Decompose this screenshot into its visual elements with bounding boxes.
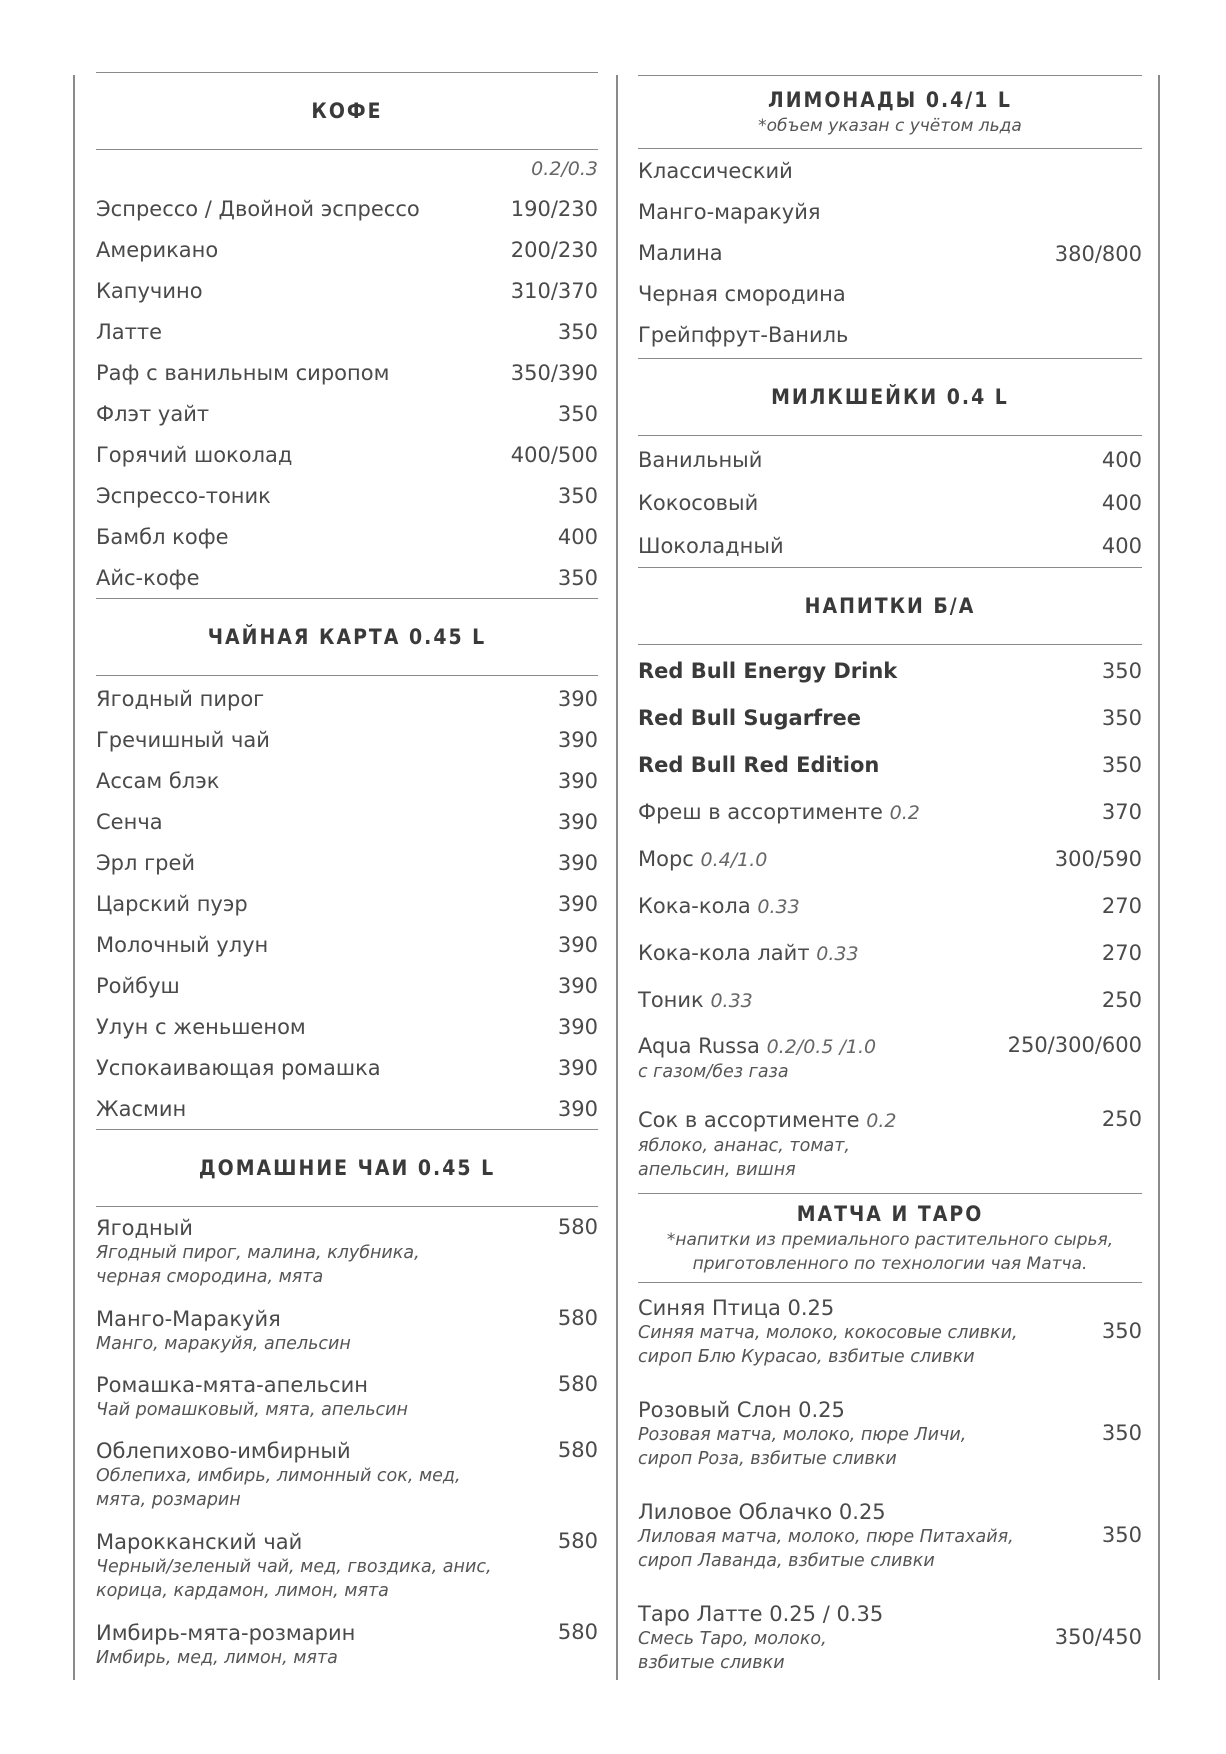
item-price: 390 (557, 727, 598, 752)
item-name: Ягодный (96, 1216, 193, 1240)
item-description: сироп Роза, взбитые сливки (638, 1449, 897, 1469)
menu-item (638, 524, 1142, 567)
item-name: Классический (638, 159, 793, 183)
item-price: 580 (557, 1306, 598, 1330)
menu-item (96, 1215, 598, 1306)
item-price: 390 (557, 850, 598, 875)
menu-item (96, 229, 598, 270)
item-volume: 0.33 (757, 895, 800, 918)
item-price: 350 (1101, 1523, 1142, 1547)
item-price: 270 (1101, 940, 1142, 965)
item-price: 350 (1101, 1421, 1142, 1445)
section-title: КОФЕ (311, 99, 383, 123)
menu-item (96, 516, 598, 557)
item-price: 250/300/600 (1007, 1033, 1142, 1057)
item-price: 190/230 (510, 196, 598, 221)
item-text (96, 1529, 492, 1603)
item-description: корица, кардамон, лимон, мята (96, 1581, 389, 1601)
item-name: Кокосовый (638, 490, 759, 515)
item-name: Улун с женьшеном (96, 1014, 306, 1039)
item-name: Черная смородина (638, 282, 846, 306)
item-name: Манго-Маракуйя (96, 1307, 281, 1331)
item-name-text: Тоник (638, 987, 704, 1012)
item-description: Лиловая матча, молоко, пюре Питахайя, (638, 1527, 1014, 1547)
item-description: сироп Блю Курасао, взбитые сливки (638, 1347, 975, 1367)
item-description: с газом/без газа (638, 1062, 789, 1082)
item-price: 400 (1101, 490, 1142, 515)
menu-item (96, 760, 598, 801)
menu-item (638, 788, 1142, 835)
item-name: Сенча (96, 809, 163, 834)
item-name: Американо (96, 237, 219, 262)
section-title: МАТЧА И ТАРО (796, 1202, 984, 1226)
soft-drinks-list (638, 645, 1142, 1193)
menu-item (96, 1529, 598, 1620)
item-price: 250 (1101, 987, 1142, 1012)
item-price: 350 (1101, 1319, 1142, 1343)
item-name (638, 1033, 876, 1060)
item-name: Таро Латте 0.25 / 0.35 (638, 1602, 884, 1626)
menu-item (638, 1295, 1142, 1397)
item-price: 350 (557, 319, 598, 344)
item-price: 350 (1101, 705, 1142, 730)
item-text (96, 1372, 408, 1422)
menu-item (96, 965, 598, 1006)
item-price: 270 (1101, 893, 1142, 918)
item-description: взбитые сливки (638, 1653, 785, 1673)
item-name: Имбирь-мята-розмарин (96, 1621, 356, 1645)
item-name: Red Bull Sugarfree (638, 705, 862, 730)
item-price: 350 (1101, 752, 1142, 777)
menu-item (638, 1093, 1142, 1193)
section-note: *напитки из премиального растительного сырья, (666, 1230, 1114, 1250)
menu-item (638, 976, 1142, 1023)
item-volume: 0.2 (889, 801, 920, 824)
item-price: 390 (557, 1055, 598, 1080)
section-title: ЧАЙНАЯ КАРТА 0.45 L (207, 625, 487, 649)
item-price: 580 (557, 1215, 598, 1239)
item-price: 390 (557, 809, 598, 834)
item-name: Эспрессо / Двойной эспрессо (96, 196, 420, 221)
item-name: Red Bull Energy Drink (638, 658, 898, 683)
item-price: 250 (1101, 1107, 1142, 1131)
menu-item (96, 801, 598, 842)
item-description: Ягодный пирог, малина, клубника, (96, 1243, 420, 1263)
item-price: 350/390 (510, 360, 598, 385)
menu-item (96, 1620, 598, 1680)
item-name: Розовый Слон 0.25 (638, 1398, 845, 1422)
item-name (638, 847, 767, 871)
lemonades-list (638, 149, 1142, 356)
item-price: 390 (557, 686, 598, 711)
matcha-header (638, 1194, 1142, 1282)
item-name: Эрл грей (96, 850, 196, 875)
menu-item (96, 924, 598, 965)
menu-item (96, 352, 598, 393)
item-name: Лиловое Облачко 0.25 (638, 1500, 886, 1524)
item-text (638, 1295, 1018, 1369)
menu-item (96, 883, 598, 924)
item-name: Грейпфрут-Ваниль (638, 323, 849, 347)
item-price: 380/800 (1054, 241, 1142, 266)
item-name: Марокканский чай (96, 1530, 303, 1554)
tea-list (96, 676, 598, 1129)
item-name-text: Фреш в ассортименте (638, 799, 883, 824)
item-volume: 0.33 (816, 942, 859, 965)
item-description: Имбирь, мед, лимон, мята (96, 1648, 338, 1668)
item-name: Капучино (96, 278, 203, 303)
menu-item (638, 647, 1142, 694)
item-name (638, 988, 753, 1012)
item-volume: 0.2/0.5 /1.0 (766, 1036, 877, 1058)
item-text (638, 1107, 897, 1182)
item-name (638, 894, 800, 918)
item-name: Ромашка-мята-апельсин (96, 1373, 368, 1397)
item-name-text: Кока-кола (638, 893, 751, 918)
coffee-header (96, 73, 598, 149)
item-description: Чай ромашковый, мята, апельсин (96, 1400, 408, 1420)
item-price: 350 (557, 565, 598, 590)
item-name (638, 800, 920, 824)
item-name: Царский пуэр (96, 891, 248, 916)
item-volume: 0.4/1.0 (700, 848, 768, 871)
item-text (638, 1601, 883, 1675)
menu-item (96, 1088, 598, 1129)
item-name: Айс-кофе (96, 565, 200, 590)
item-price: 580 (557, 1620, 598, 1644)
item-description: сироп Лаванда, взбитые сливки (638, 1551, 935, 1571)
menu-item (96, 270, 598, 311)
item-volume: 0.2 (866, 1110, 897, 1132)
item-price: 350 (1101, 658, 1142, 683)
item-description: Облепиха, имбирь, лимонный сок, мед, (96, 1466, 461, 1486)
item-text (638, 1397, 966, 1471)
item-name: Ванильный (638, 447, 763, 472)
item-price: 580 (557, 1438, 598, 1462)
item-price: 390 (557, 768, 598, 793)
item-price: 350/450 (1054, 1625, 1142, 1649)
item-description: яблоко, ананас, томат, (638, 1136, 850, 1156)
menu-item (638, 929, 1142, 976)
section-title: МИЛКШЕЙКИ 0.4 L (771, 385, 1009, 409)
section-note: *объем указан с учётом льда (758, 116, 1022, 136)
item-price: 400/500 (510, 442, 598, 467)
item-price: 390 (557, 1096, 598, 1121)
home-tea-header (96, 1130, 598, 1206)
menu-item (96, 311, 598, 352)
item-name-text: Морс (638, 846, 694, 871)
item-name: Горячий шоколад (96, 442, 293, 467)
item-name: Малина (638, 241, 723, 265)
lemonade-names (638, 151, 848, 356)
soft-drinks-header (638, 568, 1142, 644)
item-description: Розовая матча, молоко, пюре Личи, (638, 1425, 967, 1445)
item-price: 400 (1101, 533, 1142, 558)
matcha-list (638, 1283, 1142, 1681)
menu-item (638, 1397, 1142, 1499)
item-name: Red Bull Red Edition (638, 752, 880, 777)
menu-item (638, 1601, 1142, 1681)
right-margin-line (1158, 75, 1160, 1680)
item-name: Ройбуш (96, 973, 180, 998)
item-description: Манго, маракуйя, апельсин (96, 1334, 351, 1354)
item-name: Гречишный чай (96, 727, 270, 752)
item-name (638, 941, 859, 965)
item-name: Шоколадный (638, 533, 784, 558)
coffee-list (96, 188, 598, 598)
item-description: Черный/зеленый чай, мед, гвоздика, анис, (96, 1557, 492, 1577)
item-name: Латте (96, 319, 163, 344)
home-tea-list (96, 1207, 598, 1680)
menu-item (96, 557, 598, 598)
item-name-text: Сок в ассортименте (638, 1108, 860, 1132)
menu-item (96, 1006, 598, 1047)
item-name: Ягодный пирог (96, 686, 265, 711)
right-column (638, 75, 1142, 1681)
section-note: приготовленного по технологии чая Матча. (692, 1254, 1088, 1274)
item-price: 350 (557, 401, 598, 426)
center-divider-line (616, 75, 618, 1680)
item-name: Ассам блэк (96, 768, 220, 793)
menu-item (96, 1306, 598, 1372)
menu-item (96, 678, 598, 719)
item-description: апельсин, вишня (638, 1160, 796, 1180)
item-name: Раф с ванильным сиропом (96, 360, 390, 385)
item-price: 390 (557, 932, 598, 957)
item-name: Синяя Птица 0.25 (638, 1296, 835, 1320)
item-name-text: Aqua Russa (638, 1034, 760, 1058)
item-price: 390 (557, 973, 598, 998)
item-name (638, 1107, 897, 1134)
item-description: мята, розмарин (96, 1490, 241, 1510)
item-price: 300/590 (1054, 846, 1142, 871)
item-name: Флэт уайт (96, 401, 210, 426)
item-price: 580 (557, 1529, 598, 1553)
menu-item (638, 1499, 1142, 1601)
item-name: Эспрессо-тоник (96, 483, 271, 508)
section-title: ДОМАШНИЕ ЧАИ 0.45 L (198, 1156, 496, 1180)
menu-item (96, 434, 598, 475)
item-price: 400 (1101, 447, 1142, 472)
item-price: 390 (557, 891, 598, 916)
section-title: ЛИМОНАДЫ 0.4/1 L (768, 88, 1012, 112)
lemonades-header (638, 76, 1142, 148)
menu-item (638, 835, 1142, 882)
left-column (96, 72, 598, 1680)
milkshakes-list (638, 436, 1142, 567)
item-name: Облепихово-имбирный (96, 1439, 351, 1463)
item-volume: 0.33 (710, 989, 753, 1012)
menu-item (638, 741, 1142, 788)
item-price: 390 (557, 1014, 598, 1039)
menu-item (638, 694, 1142, 741)
item-description: черная смородина, мята (96, 1267, 324, 1287)
menu-item (638, 882, 1142, 929)
left-margin-line (73, 75, 75, 1680)
menu-item (96, 1047, 598, 1088)
size-header: 0.2/0.3 (531, 158, 598, 180)
item-description: Синяя матча, молоко, кокосовые сливки, (638, 1323, 1018, 1343)
item-name: Молочный улун (96, 932, 269, 957)
menu-item (96, 719, 598, 760)
section-title: НАПИТКИ Б/А (804, 594, 976, 618)
item-name: Манго-маракуйя (638, 200, 821, 224)
menu-item (96, 188, 598, 229)
item-text (638, 1499, 1014, 1573)
item-price: 580 (557, 1372, 598, 1396)
item-text (96, 1620, 355, 1670)
menu-item (96, 393, 598, 434)
item-description: Смесь Таро, молоко, (638, 1629, 827, 1649)
item-text (96, 1215, 420, 1289)
menu-item (638, 1023, 1142, 1093)
item-name: Бамбл кофе (96, 524, 229, 549)
item-price: 310/370 (510, 278, 598, 303)
item-price: 200/230 (510, 237, 598, 262)
item-text (96, 1438, 461, 1512)
menu-item (96, 475, 598, 516)
item-name: Жасмин (96, 1096, 187, 1121)
menu-item (96, 1438, 598, 1529)
item-text (638, 1033, 876, 1084)
item-price: 370 (1101, 799, 1142, 824)
item-price: 400 (557, 524, 598, 549)
menu-item (96, 1372, 598, 1438)
menu-item (638, 481, 1142, 524)
item-name: Успокаивающая ромашка (96, 1055, 381, 1080)
menu-item (96, 842, 598, 883)
item-price: 350 (557, 483, 598, 508)
tea-header (96, 599, 598, 675)
item-text (96, 1306, 351, 1356)
menu-item (638, 438, 1142, 481)
milkshakes-header (638, 359, 1142, 435)
item-name-text: Кока-кола лайт (638, 940, 810, 965)
